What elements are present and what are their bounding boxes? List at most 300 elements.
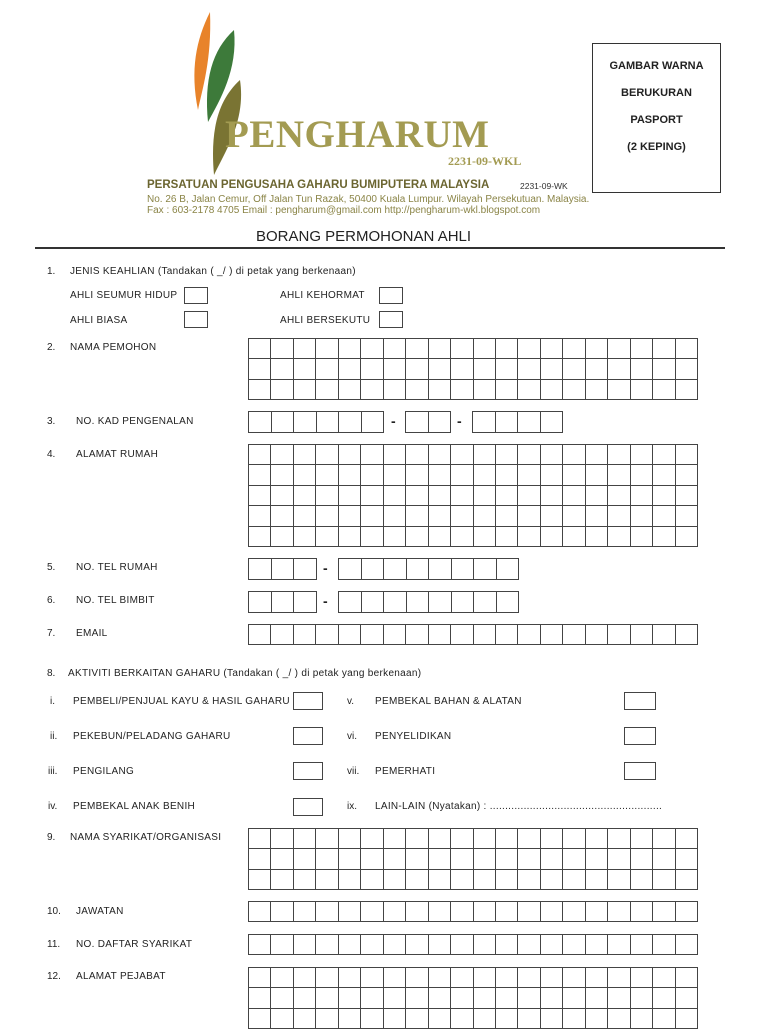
- char-box[interactable]: [362, 559, 385, 580]
- char-box[interactable]: [518, 902, 540, 922]
- char-box[interactable]: [586, 359, 608, 379]
- char-box[interactable]: [608, 1009, 630, 1029]
- char-box[interactable]: [518, 829, 540, 849]
- char-box[interactable]: [294, 359, 316, 379]
- char-box[interactable]: [653, 359, 675, 379]
- char-box[interactable]: [339, 339, 361, 359]
- char-box[interactable]: [361, 935, 383, 955]
- char-box[interactable]: [339, 445, 361, 465]
- char-box[interactable]: [586, 1009, 608, 1029]
- char-box[interactable]: [339, 412, 362, 433]
- char-box[interactable]: [362, 412, 385, 433]
- char-box[interactable]: [586, 870, 608, 890]
- char-box[interactable]: [676, 486, 698, 506]
- char-box[interactable]: [294, 849, 316, 869]
- char-box[interactable]: [676, 829, 698, 849]
- char-box[interactable]: [563, 1009, 585, 1029]
- char-box[interactable]: [339, 592, 362, 613]
- char-box[interactable]: [474, 625, 496, 645]
- char-box[interactable]: [496, 968, 518, 988]
- position-grid[interactable]: [248, 901, 698, 922]
- char-box[interactable]: [361, 870, 383, 890]
- char-box[interactable]: [249, 527, 271, 547]
- applicant-name-grid[interactable]: [248, 338, 698, 400]
- char-box[interactable]: [586, 849, 608, 869]
- char-box[interactable]: [451, 1009, 473, 1029]
- char-box[interactable]: [339, 870, 361, 890]
- char-box[interactable]: [362, 592, 385, 613]
- char-box[interactable]: [339, 380, 361, 400]
- char-box[interactable]: [518, 849, 540, 869]
- char-box[interactable]: [406, 527, 428, 547]
- char-box[interactable]: [541, 412, 564, 433]
- char-box[interactable]: [339, 849, 361, 869]
- char-box[interactable]: [518, 506, 540, 526]
- char-box[interactable]: [608, 988, 630, 1008]
- char-box[interactable]: [384, 527, 406, 547]
- char-box[interactable]: [406, 870, 428, 890]
- char-box[interactable]: [451, 625, 473, 645]
- char-box[interactable]: [563, 902, 585, 922]
- char-box[interactable]: [294, 1009, 316, 1029]
- char-box[interactable]: [339, 988, 361, 1008]
- char-box[interactable]: [384, 559, 407, 580]
- char-box[interactable]: [294, 465, 316, 485]
- char-box[interactable]: [316, 445, 338, 465]
- char-box[interactable]: [496, 870, 518, 890]
- char-box[interactable]: [653, 625, 675, 645]
- char-box[interactable]: [586, 506, 608, 526]
- char-box[interactable]: [631, 506, 653, 526]
- char-box[interactable]: [474, 339, 496, 359]
- char-box[interactable]: [541, 625, 563, 645]
- char-box[interactable]: [541, 445, 563, 465]
- activity-buyer-seller-checkbox[interactable]: [293, 692, 323, 710]
- char-box[interactable]: [563, 870, 585, 890]
- char-box[interactable]: [676, 988, 698, 1008]
- char-box[interactable]: [563, 849, 585, 869]
- char-box[interactable]: [496, 465, 518, 485]
- char-box[interactable]: [384, 902, 406, 922]
- char-box[interactable]: [271, 829, 293, 849]
- char-box[interactable]: [249, 935, 271, 955]
- char-box[interactable]: [563, 465, 585, 485]
- char-box[interactable]: [271, 625, 293, 645]
- char-box[interactable]: [631, 380, 653, 400]
- char-box[interactable]: [518, 465, 540, 485]
- char-box[interactable]: [294, 412, 317, 433]
- char-box[interactable]: [474, 486, 496, 506]
- char-box[interactable]: [429, 1009, 451, 1029]
- char-box[interactable]: [294, 829, 316, 849]
- char-box[interactable]: [384, 1009, 406, 1029]
- char-box[interactable]: [451, 870, 473, 890]
- char-box[interactable]: [518, 625, 540, 645]
- char-box[interactable]: [316, 465, 338, 485]
- char-box[interactable]: [541, 339, 563, 359]
- char-box[interactable]: [316, 380, 338, 400]
- char-box[interactable]: [563, 527, 585, 547]
- char-box[interactable]: [653, 988, 675, 1008]
- char-box[interactable]: [361, 527, 383, 547]
- char-box[interactable]: [653, 506, 675, 526]
- char-box[interactable]: [384, 445, 406, 465]
- char-box[interactable]: [474, 829, 496, 849]
- char-box[interactable]: [361, 829, 383, 849]
- char-box[interactable]: [361, 902, 383, 922]
- char-box[interactable]: [451, 339, 473, 359]
- char-box[interactable]: [429, 339, 451, 359]
- char-box[interactable]: [676, 902, 698, 922]
- char-box[interactable]: [474, 935, 496, 955]
- char-box[interactable]: [496, 486, 518, 506]
- char-box[interactable]: [631, 339, 653, 359]
- char-box[interactable]: [339, 527, 361, 547]
- char-box[interactable]: [271, 445, 293, 465]
- char-box[interactable]: [563, 935, 585, 955]
- char-box[interactable]: [541, 359, 563, 379]
- char-box[interactable]: [294, 339, 316, 359]
- char-box[interactable]: [631, 486, 653, 506]
- char-box[interactable]: [653, 486, 675, 506]
- char-box[interactable]: [496, 380, 518, 400]
- char-box[interactable]: [631, 902, 653, 922]
- char-box[interactable]: [406, 486, 428, 506]
- char-box[interactable]: [653, 445, 675, 465]
- char-box[interactable]: [563, 359, 585, 379]
- char-box[interactable]: [586, 829, 608, 849]
- char-box[interactable]: [631, 527, 653, 547]
- char-box[interactable]: [384, 506, 406, 526]
- char-box[interactable]: [563, 506, 585, 526]
- char-box[interactable]: [406, 412, 429, 433]
- char-box[interactable]: [496, 445, 518, 465]
- char-box[interactable]: [406, 625, 428, 645]
- char-box[interactable]: [496, 935, 518, 955]
- char-box[interactable]: [676, 339, 698, 359]
- char-box[interactable]: [406, 506, 428, 526]
- char-box[interactable]: [384, 849, 406, 869]
- char-box[interactable]: [676, 506, 698, 526]
- char-box[interactable]: [541, 935, 563, 955]
- char-box[interactable]: [429, 359, 451, 379]
- char-box[interactable]: [608, 359, 630, 379]
- char-box[interactable]: [429, 849, 451, 869]
- char-box[interactable]: [406, 359, 428, 379]
- char-box[interactable]: [294, 988, 316, 1008]
- char-box[interactable]: [361, 339, 383, 359]
- char-box[interactable]: [429, 559, 452, 580]
- char-box[interactable]: [271, 849, 293, 869]
- char-box[interactable]: [406, 339, 428, 359]
- char-box[interactable]: [473, 412, 496, 433]
- char-box[interactable]: [474, 445, 496, 465]
- char-box[interactable]: [429, 506, 451, 526]
- char-box[interactable]: [451, 380, 473, 400]
- char-box[interactable]: [271, 380, 293, 400]
- char-box[interactable]: [361, 465, 383, 485]
- char-box[interactable]: [608, 968, 630, 988]
- char-box[interactable]: [272, 592, 295, 613]
- char-box[interactable]: [406, 465, 428, 485]
- char-box[interactable]: [384, 988, 406, 1008]
- char-box[interactable]: [653, 339, 675, 359]
- char-box[interactable]: [316, 506, 338, 526]
- char-box[interactable]: [474, 559, 497, 580]
- char-box[interactable]: [294, 935, 316, 955]
- char-box[interactable]: [339, 968, 361, 988]
- char-box[interactable]: [586, 465, 608, 485]
- char-box[interactable]: [451, 902, 473, 922]
- char-box[interactable]: [384, 829, 406, 849]
- char-box[interactable]: [429, 486, 451, 506]
- char-box[interactable]: [452, 592, 475, 613]
- activity-seedling-checkbox[interactable]: [293, 798, 323, 816]
- char-box[interactable]: [518, 935, 540, 955]
- char-box[interactable]: [631, 988, 653, 1008]
- char-box[interactable]: [294, 625, 316, 645]
- char-box[interactable]: [608, 465, 630, 485]
- char-box[interactable]: [586, 445, 608, 465]
- char-box[interactable]: [249, 968, 271, 988]
- char-box[interactable]: [361, 380, 383, 400]
- char-box[interactable]: [518, 445, 540, 465]
- char-box[interactable]: [518, 968, 540, 988]
- char-box[interactable]: [294, 902, 316, 922]
- char-box[interactable]: [361, 486, 383, 506]
- char-box[interactable]: [271, 968, 293, 988]
- char-box[interactable]: [676, 359, 698, 379]
- char-box[interactable]: [271, 359, 293, 379]
- char-box[interactable]: [497, 592, 520, 613]
- char-box[interactable]: [429, 988, 451, 1008]
- char-box[interactable]: [518, 1009, 540, 1029]
- char-box[interactable]: [541, 849, 563, 869]
- char-box[interactable]: [563, 988, 585, 1008]
- char-box[interactable]: [676, 527, 698, 547]
- char-box[interactable]: [407, 592, 430, 613]
- char-box[interactable]: [653, 902, 675, 922]
- char-box[interactable]: [429, 968, 451, 988]
- char-box[interactable]: [586, 339, 608, 359]
- char-box[interactable]: [518, 870, 540, 890]
- char-box[interactable]: [271, 486, 293, 506]
- char-box[interactable]: [631, 445, 653, 465]
- activity-supplier-checkbox[interactable]: [624, 692, 656, 710]
- char-box[interactable]: [429, 625, 451, 645]
- char-box[interactable]: [563, 445, 585, 465]
- char-box[interactable]: [339, 902, 361, 922]
- char-box[interactable]: [249, 412, 272, 433]
- char-box[interactable]: [586, 988, 608, 1008]
- char-box[interactable]: [496, 527, 518, 547]
- char-box[interactable]: [518, 380, 540, 400]
- char-box[interactable]: [384, 339, 406, 359]
- char-box[interactable]: [563, 625, 585, 645]
- char-box[interactable]: [406, 1009, 428, 1029]
- char-box[interactable]: [496, 359, 518, 379]
- char-box[interactable]: [316, 829, 338, 849]
- char-box[interactable]: [317, 412, 340, 433]
- char-box[interactable]: [249, 870, 271, 890]
- char-box[interactable]: [518, 988, 540, 1008]
- char-box[interactable]: [249, 988, 271, 1008]
- char-box[interactable]: [608, 935, 630, 955]
- char-box[interactable]: [518, 412, 541, 433]
- office-address-grid[interactable]: [248, 967, 698, 1029]
- char-box[interactable]: [474, 592, 497, 613]
- activity-planter-checkbox[interactable]: [293, 727, 323, 745]
- char-box[interactable]: [294, 527, 316, 547]
- ic-part3-grid[interactable]: [472, 411, 563, 433]
- char-box[interactable]: [429, 592, 452, 613]
- char-box[interactable]: [676, 1009, 698, 1029]
- char-box[interactable]: [541, 968, 563, 988]
- char-box[interactable]: [249, 902, 271, 922]
- char-box[interactable]: [339, 359, 361, 379]
- char-box[interactable]: [316, 339, 338, 359]
- char-box[interactable]: [249, 592, 272, 613]
- ic-part2-grid[interactable]: [405, 411, 451, 433]
- char-box[interactable]: [271, 465, 293, 485]
- char-box[interactable]: [653, 829, 675, 849]
- char-box[interactable]: [474, 380, 496, 400]
- char-box[interactable]: [676, 380, 698, 400]
- char-box[interactable]: [249, 486, 271, 506]
- char-box[interactable]: [271, 1009, 293, 1029]
- char-box[interactable]: [608, 445, 630, 465]
- char-box[interactable]: [451, 968, 473, 988]
- char-box[interactable]: [608, 829, 630, 849]
- char-box[interactable]: [339, 486, 361, 506]
- char-box[interactable]: [294, 592, 317, 613]
- char-box[interactable]: [608, 870, 630, 890]
- char-box[interactable]: [361, 445, 383, 465]
- char-box[interactable]: [249, 445, 271, 465]
- char-box[interactable]: [541, 380, 563, 400]
- char-box[interactable]: [429, 445, 451, 465]
- mobile-phone-number-grid[interactable]: [338, 591, 519, 613]
- char-box[interactable]: [653, 380, 675, 400]
- char-box[interactable]: [676, 465, 698, 485]
- char-box[interactable]: [586, 935, 608, 955]
- char-box[interactable]: [406, 988, 428, 1008]
- char-box[interactable]: [361, 968, 383, 988]
- char-box[interactable]: [406, 380, 428, 400]
- char-box[interactable]: [294, 445, 316, 465]
- char-box[interactable]: [406, 935, 428, 955]
- char-box[interactable]: [384, 486, 406, 506]
- char-box[interactable]: [406, 445, 428, 465]
- char-box[interactable]: [361, 849, 383, 869]
- char-box[interactable]: [563, 339, 585, 359]
- char-box[interactable]: [451, 935, 473, 955]
- membership-honorary-checkbox[interactable]: [379, 287, 403, 304]
- char-box[interactable]: [294, 559, 317, 580]
- char-box[interactable]: [294, 968, 316, 988]
- char-box[interactable]: [339, 625, 361, 645]
- char-box[interactable]: [272, 559, 295, 580]
- char-box[interactable]: [384, 465, 406, 485]
- char-box[interactable]: [249, 1009, 271, 1029]
- char-box[interactable]: [586, 527, 608, 547]
- char-box[interactable]: [496, 506, 518, 526]
- char-box[interactable]: [563, 968, 585, 988]
- char-box[interactable]: [518, 359, 540, 379]
- char-box[interactable]: [271, 988, 293, 1008]
- char-box[interactable]: [496, 829, 518, 849]
- char-box[interactable]: [316, 935, 338, 955]
- char-box[interactable]: [451, 359, 473, 379]
- char-box[interactable]: [361, 506, 383, 526]
- char-box[interactable]: [586, 968, 608, 988]
- char-box[interactable]: [653, 849, 675, 869]
- char-box[interactable]: [676, 935, 698, 955]
- char-box[interactable]: [406, 829, 428, 849]
- home-phone-prefix-grid[interactable]: [248, 558, 317, 580]
- char-box[interactable]: [563, 486, 585, 506]
- char-box[interactable]: [249, 849, 271, 869]
- char-box[interactable]: [294, 870, 316, 890]
- char-box[interactable]: [631, 968, 653, 988]
- char-box[interactable]: [631, 829, 653, 849]
- char-box[interactable]: [429, 527, 451, 547]
- char-box[interactable]: [384, 968, 406, 988]
- char-box[interactable]: [474, 870, 496, 890]
- char-box[interactable]: [451, 445, 473, 465]
- char-box[interactable]: [429, 902, 451, 922]
- char-box[interactable]: [676, 625, 698, 645]
- char-box[interactable]: [249, 625, 271, 645]
- char-box[interactable]: [451, 486, 473, 506]
- char-box[interactable]: [249, 339, 271, 359]
- char-box[interactable]: [384, 592, 407, 613]
- char-box[interactable]: [474, 849, 496, 869]
- char-box[interactable]: [608, 625, 630, 645]
- char-box[interactable]: [653, 968, 675, 988]
- membership-lifetime-checkbox[interactable]: [184, 287, 208, 304]
- char-box[interactable]: [474, 359, 496, 379]
- char-box[interactable]: [541, 527, 563, 547]
- char-box[interactable]: [474, 968, 496, 988]
- char-box[interactable]: [541, 988, 563, 1008]
- char-box[interactable]: [631, 359, 653, 379]
- activity-observer-checkbox[interactable]: [624, 762, 656, 780]
- char-box[interactable]: [271, 902, 293, 922]
- char-box[interactable]: [586, 625, 608, 645]
- char-box[interactable]: [339, 829, 361, 849]
- char-box[interactable]: [608, 486, 630, 506]
- char-box[interactable]: [429, 870, 451, 890]
- char-box[interactable]: [563, 829, 585, 849]
- char-box[interactable]: [451, 465, 473, 485]
- char-box[interactable]: [518, 527, 540, 547]
- char-box[interactable]: [474, 506, 496, 526]
- char-box[interactable]: [316, 849, 338, 869]
- char-box[interactable]: [451, 829, 473, 849]
- char-box[interactable]: [631, 1009, 653, 1029]
- char-box[interactable]: [339, 1009, 361, 1029]
- char-box[interactable]: [541, 829, 563, 849]
- company-registration-grid[interactable]: [248, 934, 698, 955]
- char-box[interactable]: [294, 486, 316, 506]
- char-box[interactable]: [406, 968, 428, 988]
- char-box[interactable]: [294, 506, 316, 526]
- char-box[interactable]: [496, 412, 519, 433]
- char-box[interactable]: [631, 625, 653, 645]
- char-box[interactable]: [608, 339, 630, 359]
- char-box[interactable]: [474, 988, 496, 1008]
